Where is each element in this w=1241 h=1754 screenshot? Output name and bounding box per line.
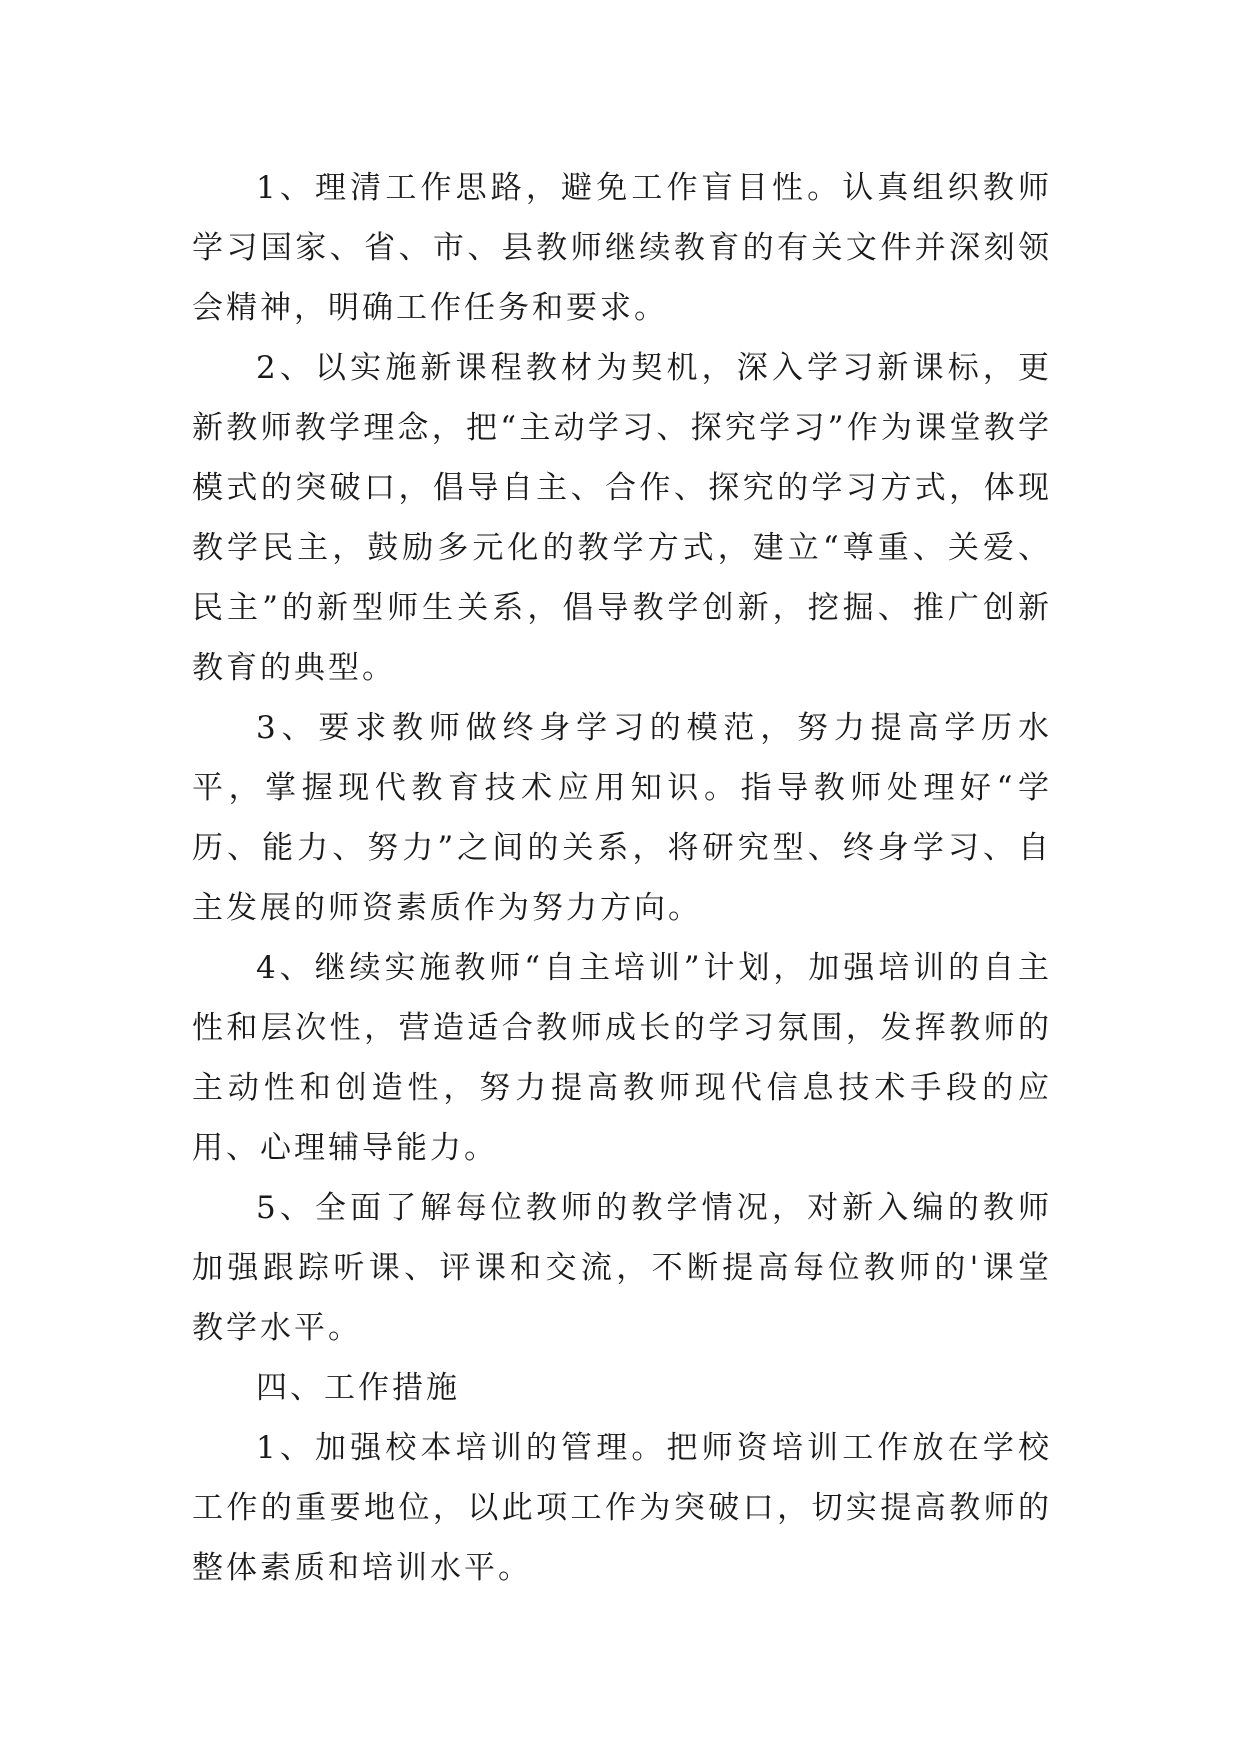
paragraph-measure-1: 1、加强校本培训的管理。把师资培训工作放在学校工作的重要地位，以此项工作为突破口，切实提高教师的整体素质和培训水平。 xyxy=(192,1430,1052,1586)
paragraph-goal-1: 1、理清工作思路，避免工作盲目性。认真组织教师学习国家、省、市、县教师继续教育的有关文件并深刻领会精神，明确工作任务和要求。 xyxy=(192,170,1052,326)
document-body xyxy=(192,158,1052,1598)
section-heading-measures: 四、工作措施 xyxy=(256,1370,460,1406)
paragraph-goal-3: 3、要求教师做终身学习的模范，努力提高学历水平，掌握现代教育技术应用知识。指导教师处理好“学历、能力、努力”之间的关系，将研究型、终身学习、自主发展的师资素质作为努力方向。 xyxy=(192,710,1052,926)
paragraph-goal-2: 2、以实施新课程教材为契机，深入学习新课标，更新教师教学理念，把“主动学习、探究学习”作为课堂教学模式的突破口，倡导自主、合作、探究的学习方式，体现教学民主，鼓励多元化的教学方式，建立“尊重、关爱、民主”的新型师生关系，倡导教学创新，挖掘、推广创新教育的典型。 xyxy=(192,350,1052,686)
paragraph-goal-5: 5、全面了解每位教师的教学情况，对新入编的教师加强跟踪听课、评课和交流，不断提高每位教师的'课堂教学水平。 xyxy=(192,1190,1052,1346)
paragraph-goal-4: 4、继续实施教师“自主培训”计划，加强培训的自主性和层次性，营造适合教师成长的学习氛围，发挥教师的主动性和创造性，努力提高教师现代信息技术手段的应用、心理辅导能力。 xyxy=(192,950,1052,1166)
